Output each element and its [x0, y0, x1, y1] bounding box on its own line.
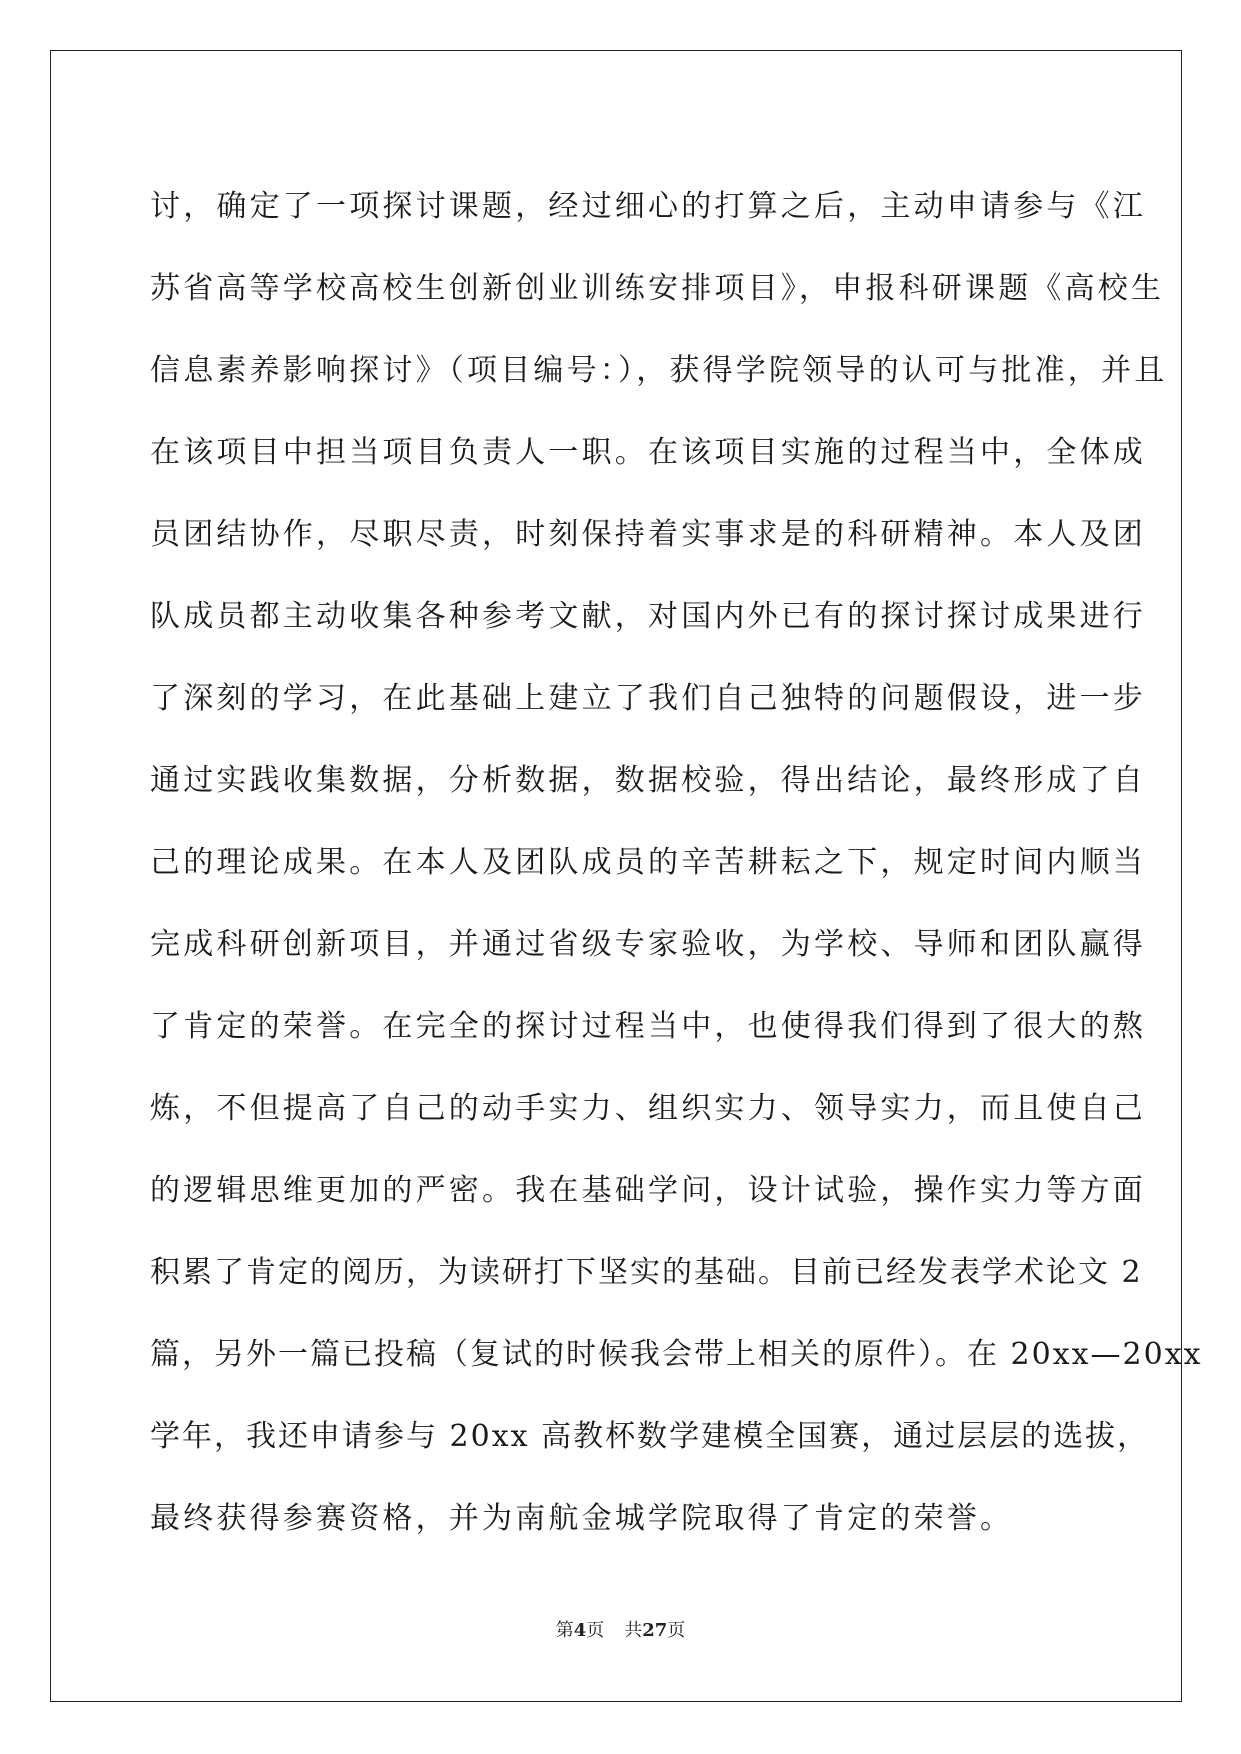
text-line: 学年，我还申请参与 20xx 高教杯数学建模全国赛，通过层层的选拔，: [150, 1419, 1150, 1454]
text-line: 信息素养影响探讨》（项目编号：），获得学院领导的认可与批准，并且: [150, 353, 1168, 388]
text-line: 己的理论成果。在本人及团队成员的辛苦耕耘之下，规定时间内顺当: [150, 845, 1146, 880]
text-line: 篇，另外一篇已投稿（复试的时候我会带上相关的原件）。在 20xx—20xx: [150, 1337, 1203, 1372]
text-line: 了肯定的荣誉。在完全的探讨过程当中，也使得我们得到了很大的熬: [150, 1009, 1146, 1044]
page-suffix: 页: [586, 1620, 605, 1641]
text-line: 的逻辑思维更加的严密。我在基础学问，设计试验，操作实力等方面: [150, 1173, 1146, 1208]
document-body: [150, 166, 1203, 1560]
text-line: 员团结协作，尽职尽责，时刻保持着实事求是的科研精神。本人及团: [150, 517, 1146, 552]
page-number: 4: [573, 1620, 587, 1641]
text-line: 积累了肯定的阅历，为读研打下坚实的基础。目前已经发表学术论文 2: [150, 1255, 1143, 1290]
text-line: 队成员都主动收集各种参考文献，对国内外已有的探讨探讨成果进行: [150, 599, 1146, 634]
page-prefix: 第: [555, 1620, 574, 1641]
text-line: 完成科研创新项目，并通过省级专家验收，为学校、导师和团队赢得: [150, 927, 1146, 962]
text-line: 通过实践收集数据，分析数据，数据校验，得出结论，最终形成了自: [150, 763, 1146, 798]
total-prefix: 共: [624, 1620, 643, 1641]
page-footer: [0, 1616, 1241, 1642]
text-line: 炼，不但提高了自己的动手实力、组织实力、领导实力，而且使自己: [150, 1091, 1146, 1126]
text-line: 苏省高等学校高校生创新创业训练安排项目》，申报科研课题《高校生: [150, 271, 1165, 306]
text-line: 在该项目中担当项目负责人一职。在该项目实施的过程当中，全体成: [150, 435, 1146, 470]
total-pages: 27: [642, 1620, 668, 1641]
total-suffix: 页: [667, 1620, 686, 1641]
text-line: 了深刻的学习，在此基础上建立了我们自己独特的问题假设，进一步: [150, 681, 1146, 716]
text-line: 讨，确定了一项探讨课题，经过细心的打算之后，主动申请参与《江: [150, 189, 1146, 224]
text-line: 最终获得参赛资格，并为南航金城学院取得了肯定的荣誉。: [150, 1501, 1014, 1536]
